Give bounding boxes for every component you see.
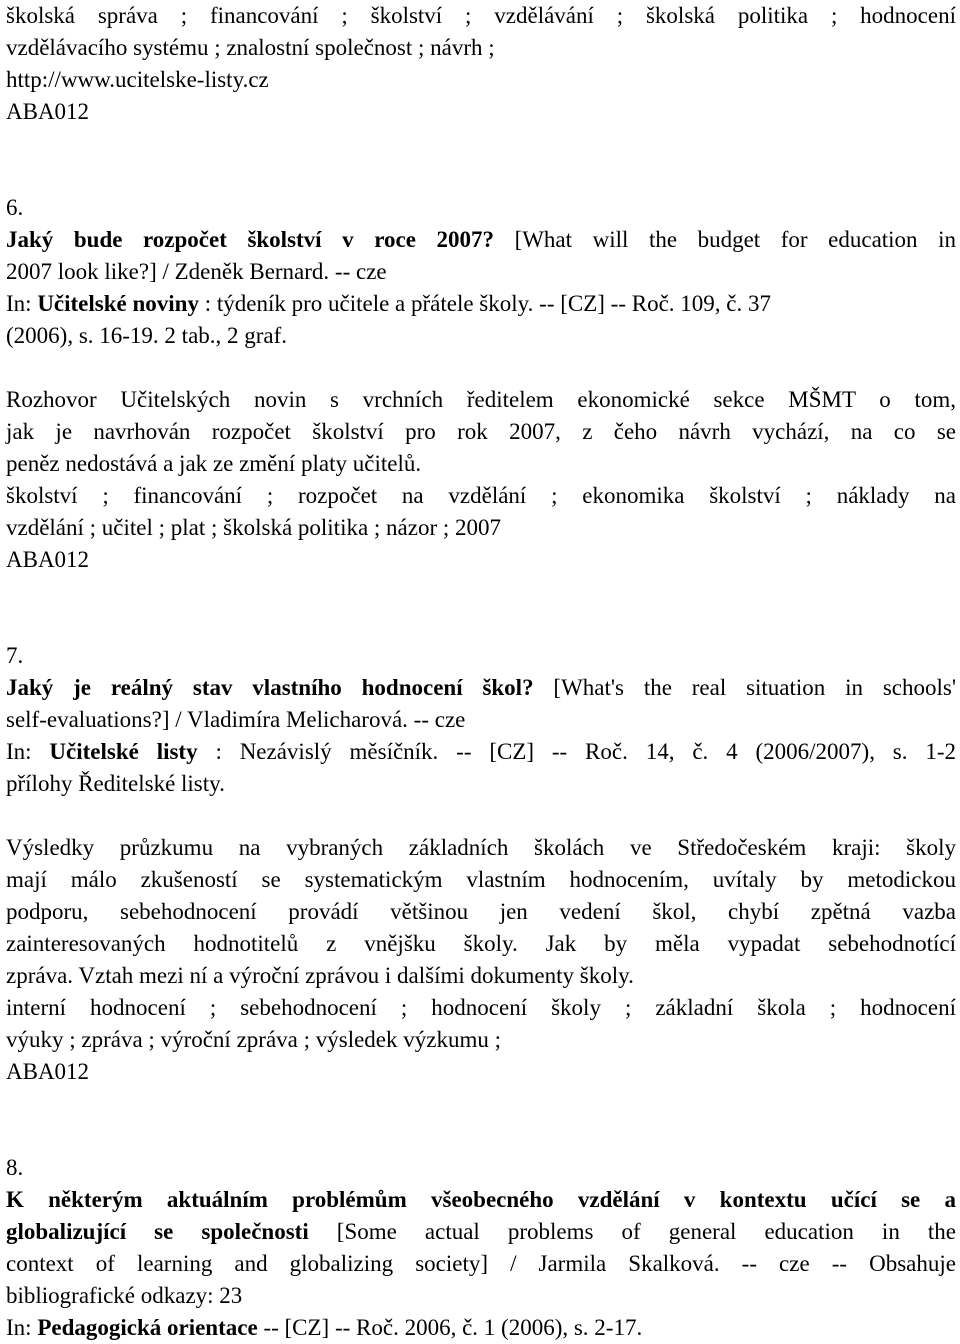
entry-translation-author: self-evaluations?] / Vladimíra Melicharová. -- cze	[6, 707, 466, 732]
entry-source: In: Učitelské listy : Nezávislý měsíčník. -- [CZ] -- Roč. 14, č. 4 (2006/2007), s. 1-2	[6, 739, 957, 764]
abstract-line: Výsledky průzkumu na vybraných základních školách ve Středočeském kraji: školy	[6, 835, 956, 860]
journal-title: Pedagogická orientace	[37, 1315, 258, 1340]
entry-source-cont: (2006), s. 16-19. 2 tab., 2 graf.	[6, 323, 288, 348]
entry-source-cont: přílohy Ředitelské listy.	[6, 771, 225, 796]
entry-title-line	[6, 672, 956, 704]
entry-notes: bibliografické odkazy: 23	[6, 1283, 243, 1308]
entry-title: K některým aktuálním problémům všeobecného vzdělání v kontextu učící se a	[6, 1187, 956, 1212]
document-page	[6, 0, 956, 1344]
keywords-line: interní hodnocení ; sebehodnocení ; hodnocení školy ; základní škola ; hodnocení	[6, 995, 956, 1020]
record-code: ABA012	[6, 99, 90, 124]
previous-entry-tail	[6, 0, 956, 128]
entry-translation-author: context of learning and globalizing society] / Jarmila Skalková. -- cze -- Obsahuje	[6, 1251, 956, 1276]
abstract-line: jak je navrhován rozpočet školství pro rok 2007, z čeho návrh vychází, na co se	[6, 419, 956, 444]
entry-title-cont: globalizující se společnosti	[6, 1219, 309, 1244]
entry-number: 7.	[6, 643, 24, 668]
entry-title-line	[6, 224, 956, 256]
entry-number: 8.	[6, 1155, 24, 1180]
entry-translation-author: 2007 look like?] / Zdeněk Bernard. -- cze	[6, 259, 387, 284]
record-code: ABA012	[6, 1059, 90, 1084]
abstract-line: podporu, sebehodnocení provádí většinou jen vedení škol, chybí zpětná vazba	[6, 899, 956, 924]
entry-title-line	[6, 1216, 956, 1248]
abstract-line: Rozhovor Učitelských novin s vrchních ředitelem ekonomické sekce MŠMT o tom,	[6, 387, 956, 412]
entry-title-line	[6, 1184, 956, 1216]
url-text: http://www.ucitelske-listy.cz	[6, 67, 269, 92]
bibliography-entry-6	[6, 192, 956, 576]
bibliography-entry-7	[6, 640, 956, 1088]
journal-title: Učitelské noviny	[37, 291, 199, 316]
entry-translation: [Some actual problems of general education in the	[336, 1219, 956, 1244]
abstract-line: zainteresovaných hodnotitelů z vnějšku školy. Jak by měla vypadat sebehodnotící	[6, 931, 956, 956]
abstract-line: zpráva. Vztah mezi ní a výroční zprávou i dalšími dokumenty školy.	[6, 963, 634, 988]
keywords-line: vzdělání ; učitel ; plat ; školská politika ; názor ; 2007	[6, 515, 502, 540]
bibliography-entry-8	[6, 1152, 956, 1344]
abstract-line: peněz nedostává a jak ze změní platy učitelů.	[6, 451, 422, 476]
entry-translation: [What's the real situation in schools'	[553, 675, 957, 700]
entry-source: In: Učitelské noviny : týdeník pro učitele a přátele školy. -- [CZ] -- Roč. 109, č. 37	[6, 291, 772, 316]
entry-title: Jaký je reálný stav vlastního hodnocení škol?	[6, 675, 534, 700]
journal-title: Učitelské listy	[49, 739, 198, 764]
keywords-line: školská správa ; financování ; školství ; vzdělávání ; školská politika ; hodnocení	[6, 3, 956, 28]
abstract-line: mají málo zkušeností se systematickým vlastním hodnocením, uvítaly by metodickou	[6, 867, 956, 892]
entry-source: In: Pedagogická orientace -- [CZ] -- Roč. 2006, č. 1 (2006), s. 2-17.	[6, 1315, 643, 1340]
keywords-line: školství ; financování ; rozpočet na vzdělání ; ekonomika školství ; náklady na	[6, 483, 956, 508]
keywords-line: výuky ; zpráva ; výroční zpráva ; výsledek výzkumu ;	[6, 1027, 501, 1052]
entry-translation: [What will the budget for education in	[514, 227, 957, 252]
record-code: ABA012	[6, 547, 90, 572]
entry-title: Jaký bude rozpočet školství v roce 2007?	[6, 227, 494, 252]
entry-number: 6.	[6, 195, 24, 220]
keywords-line: vzdělávacího systému ; znalostní společnost ; návrh ;	[6, 35, 495, 60]
